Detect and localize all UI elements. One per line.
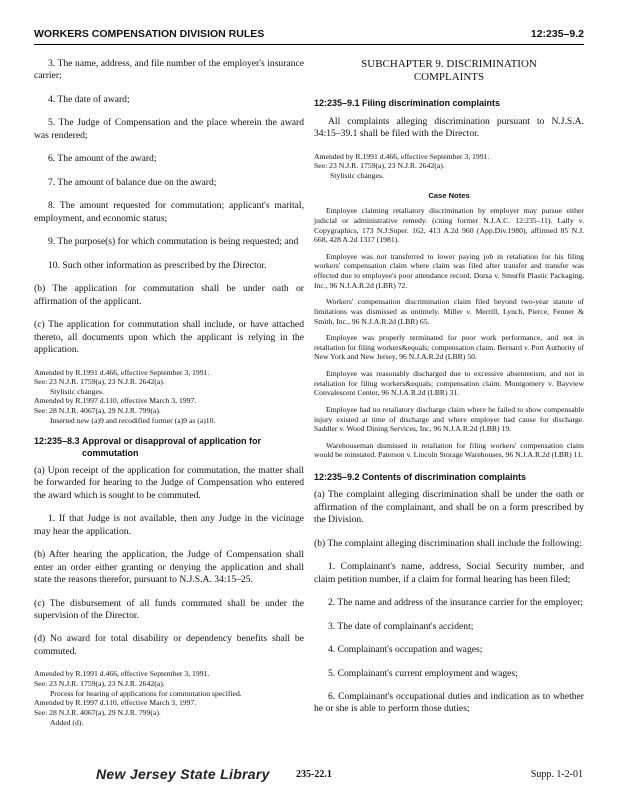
- paragraph: (b) The application for commutation shall be under oath or affirmation of the applicant.: [34, 283, 304, 307]
- subchapter-heading: [314, 58, 584, 84]
- amendment-line: See: 28 N.J.R. 4067(a), 29 N.J.R. 799(a).: [34, 707, 161, 717]
- running-header: [34, 26, 584, 45]
- amendment-history: [34, 368, 304, 426]
- amendment-line: Stylistic changes.: [330, 170, 384, 180]
- amendment-history: [34, 669, 304, 727]
- section-heading: [34, 436, 304, 459]
- right-column: [314, 58, 584, 727]
- paragraph: 1. If that Judge is not available, then any Judge in the vicinage may hear the application.: [34, 513, 304, 537]
- paragraph: (c) The disbursement of all funds commuted shall be under the supervision of the Director.: [34, 597, 304, 621]
- paragraph: 1. Complainant's name, address, Social Security number, and claim petition number, if a claim for formal hearing has been filed;: [314, 561, 584, 585]
- amendment-line: Amended by R.1991 d.466, effective September 3, 1991.: [34, 669, 210, 679]
- section-number: 12:235–8.3: [34, 436, 80, 447]
- left-column: [34, 58, 304, 738]
- header-title: WORKERS COMPENSATION DIVISION RULES: [34, 28, 265, 40]
- section-title-continued: commutation: [82, 447, 139, 458]
- case-notes-heading: Case Notes: [428, 191, 470, 201]
- amendment-line: Stylistic changes.: [50, 386, 104, 396]
- subchapter-title-continued: COMPLAINTS: [413, 71, 485, 84]
- paragraph: 10. Such other information as prescribed by the Director.: [48, 259, 267, 271]
- amendment-line: See: 23 N.J.R. 1759(a), 23 N.J.R. 2642(a).: [34, 679, 165, 688]
- amendment-line: Amended by R.1991 d.466, effective September 3, 1991.: [34, 367, 210, 377]
- paragraph: (c) The application for commutation shall include, or have attached thereto, all documents upon which the applicant is relying in the application.: [34, 319, 304, 356]
- paragraph: (a) Upon receipt of the application for commutation, the matter shall be forwarded for hearing to the Judge of Compensation who entered the award which is sought to be commuted.: [34, 464, 304, 501]
- paragraph: 3. The date of complainant's accident;: [328, 620, 474, 632]
- paragraph: 9. The purpose(s) for which commutation is being requested; and: [48, 236, 299, 248]
- paragraph: 7. The amount of balance due on the award;: [48, 176, 217, 188]
- case-note: Employee had no retaliatory discharge claim where he failed to show compensable injury existed at time of discharge and where employer had cause for discharge. Saddler v. Wood Dining Services, Inc, 96 N.J.A.R.2d (LBR) 19.: [314, 404, 584, 434]
- case-note: Workers' compensation discrimination claim filed beyond two-year statute of limitations was dismissed as untimely. Miller v. Merrill, Lynch, Pierce, Fenner & Smith, Inc., 96 N.J.A.R.2d (LBR) 65.: [314, 297, 584, 326]
- paragraph: 3. The name, address, and file number of the employer's insurance carrier;: [34, 58, 304, 82]
- case-note: Employee was reasonably discharged due to excessive absenteeism, and not in retaliation for filing workers&equals; compensation claim. Montgomery v. Bayview Convalescent Center, 96 N.J.A.R.2d (LBR) 31.: [314, 369, 584, 398]
- header-section-number: 12:235–9.2: [530, 28, 584, 40]
- supplement-date: Supp. 1-2-01: [530, 769, 583, 780]
- amendment-line: Amended by R.1991 d.466, effective September 3, 1991.: [314, 151, 490, 161]
- paragraph: (b) After hearing the application, the Judge of Compensation shall enter an order either granting or denying the application and shall state the reasons therefor, pursuant to N.J.S.A. 34:15–25.: [34, 549, 304, 586]
- paragraph: 4. The date of award;: [48, 93, 130, 105]
- paragraph: 2. The name and address of the insurance carrier for the employer;: [328, 597, 584, 609]
- section-heading: [314, 98, 584, 109]
- section-title: Contents of discrimination complaints: [362, 472, 527, 483]
- amendment-line: See: 23 N.J.R. 1759(a), 23 N.J.R. 2642(a).: [314, 161, 445, 171]
- amendment-line: See: 23 N.J.R. 1759(a), 23 N.J.R. 2642(a).: [34, 377, 165, 387]
- amendment-line: Amended by R.1997 d.110, effective March 3, 1997.: [34, 698, 197, 708]
- case-note: Employee was properly terminated for poor work performance, and not in retaliation for filing workers&equals; compensation claim. Bernard v. Port Authority of New York and New Jersey, 96 N.J.A.R.2d (LBR) 50.: [314, 333, 584, 362]
- subchapter-title: SUBCHAPTER 9. DISCRIMINATION: [361, 58, 537, 70]
- amendment-line: Inserted new (a)9 and recodified former (a)9 as (a)10.: [50, 415, 216, 425]
- library-stamp: New Jersey State Library: [96, 766, 270, 782]
- page-number: 235-22.1: [296, 769, 332, 780]
- section-title: Filing discrimination complaints: [362, 98, 501, 109]
- section-number: 12:235–9.2: [314, 472, 360, 483]
- section-number: 12:235–9.1: [314, 98, 360, 109]
- amendment-line: Added (d).: [50, 717, 84, 727]
- amendment-history: [314, 152, 584, 181]
- amendment-line: Process for hearing of applications for commutation specified.: [50, 688, 242, 698]
- paragraph: 5. The Judge of Compensation and the place wherein the award was rendered;: [34, 117, 304, 141]
- case-note: Warehouseman dismissed in retaliation for filing workers' compensation claim would be reinstated. Paterson v. Lincoln Storage Warehouses, 96 N.J.A.R.2d (LBR) 11.: [314, 440, 584, 460]
- paragraph: (a) The complaint alleging discrimination shall be under the oath or affirmation of the complainant, and shall be on a form prescribed by the Division.: [314, 489, 584, 526]
- section-title: Approval or disapproval of application for: [82, 436, 262, 447]
- case-note: Employee was not transferred to lower paying job in retaliation for his filing workers' compensation claim where claim was filed after transfer and transfer was effected due to employee's poor attendance record. Dorsa v. Smurfit Plastic Packaging, Inc., 96 N.J.A.R.2d (LBR) 72.: [314, 251, 584, 290]
- amendment-line: See: 28 N.J.R. 4067(a), 29 N.J.R. 799(a).: [34, 406, 161, 415]
- amendment-line: Amended by R.1997 d.110, effective March 3, 1997.: [34, 396, 197, 406]
- section-heading: [314, 472, 584, 483]
- paragraph: (b) The complaint alleging discrimination shall include the following:: [314, 537, 582, 549]
- paragraph: 5. Complainant's current employment and wages;: [328, 667, 518, 679]
- case-note: Employee claiming retaliatory discrimination by employer may pursue either judicial or administrative remedy. (citing former N.J.A.C. 12:235–11). Lally v. Copygraphics, 173 N.J.Super. 162, 413 A.2d 960 (App.Div.1980), affirmed 85 N.J. 668, 428 A.2d 1317 (1981).: [314, 206, 584, 245]
- paragraph: (d) No award for total disability or dependency benefits shall be commuted.: [34, 633, 304, 657]
- paragraph: 6. Complainant's occupational duties and indication as to whether he or she is able to perform those duties;: [314, 690, 584, 715]
- page-footer: [0, 766, 617, 792]
- paragraph: 8. The amount requested for commutation; applicant's marital, employment, and economic status;: [34, 200, 304, 224]
- paragraph: All complaints alleging discrimination pursuant to N.J.S.A. 34:15–39.1 shall be filed with the Director.: [314, 115, 584, 140]
- paragraph: 6. The amount of the award;: [48, 153, 157, 165]
- paragraph: 4. Complainant's occupation and wages;: [328, 644, 483, 656]
